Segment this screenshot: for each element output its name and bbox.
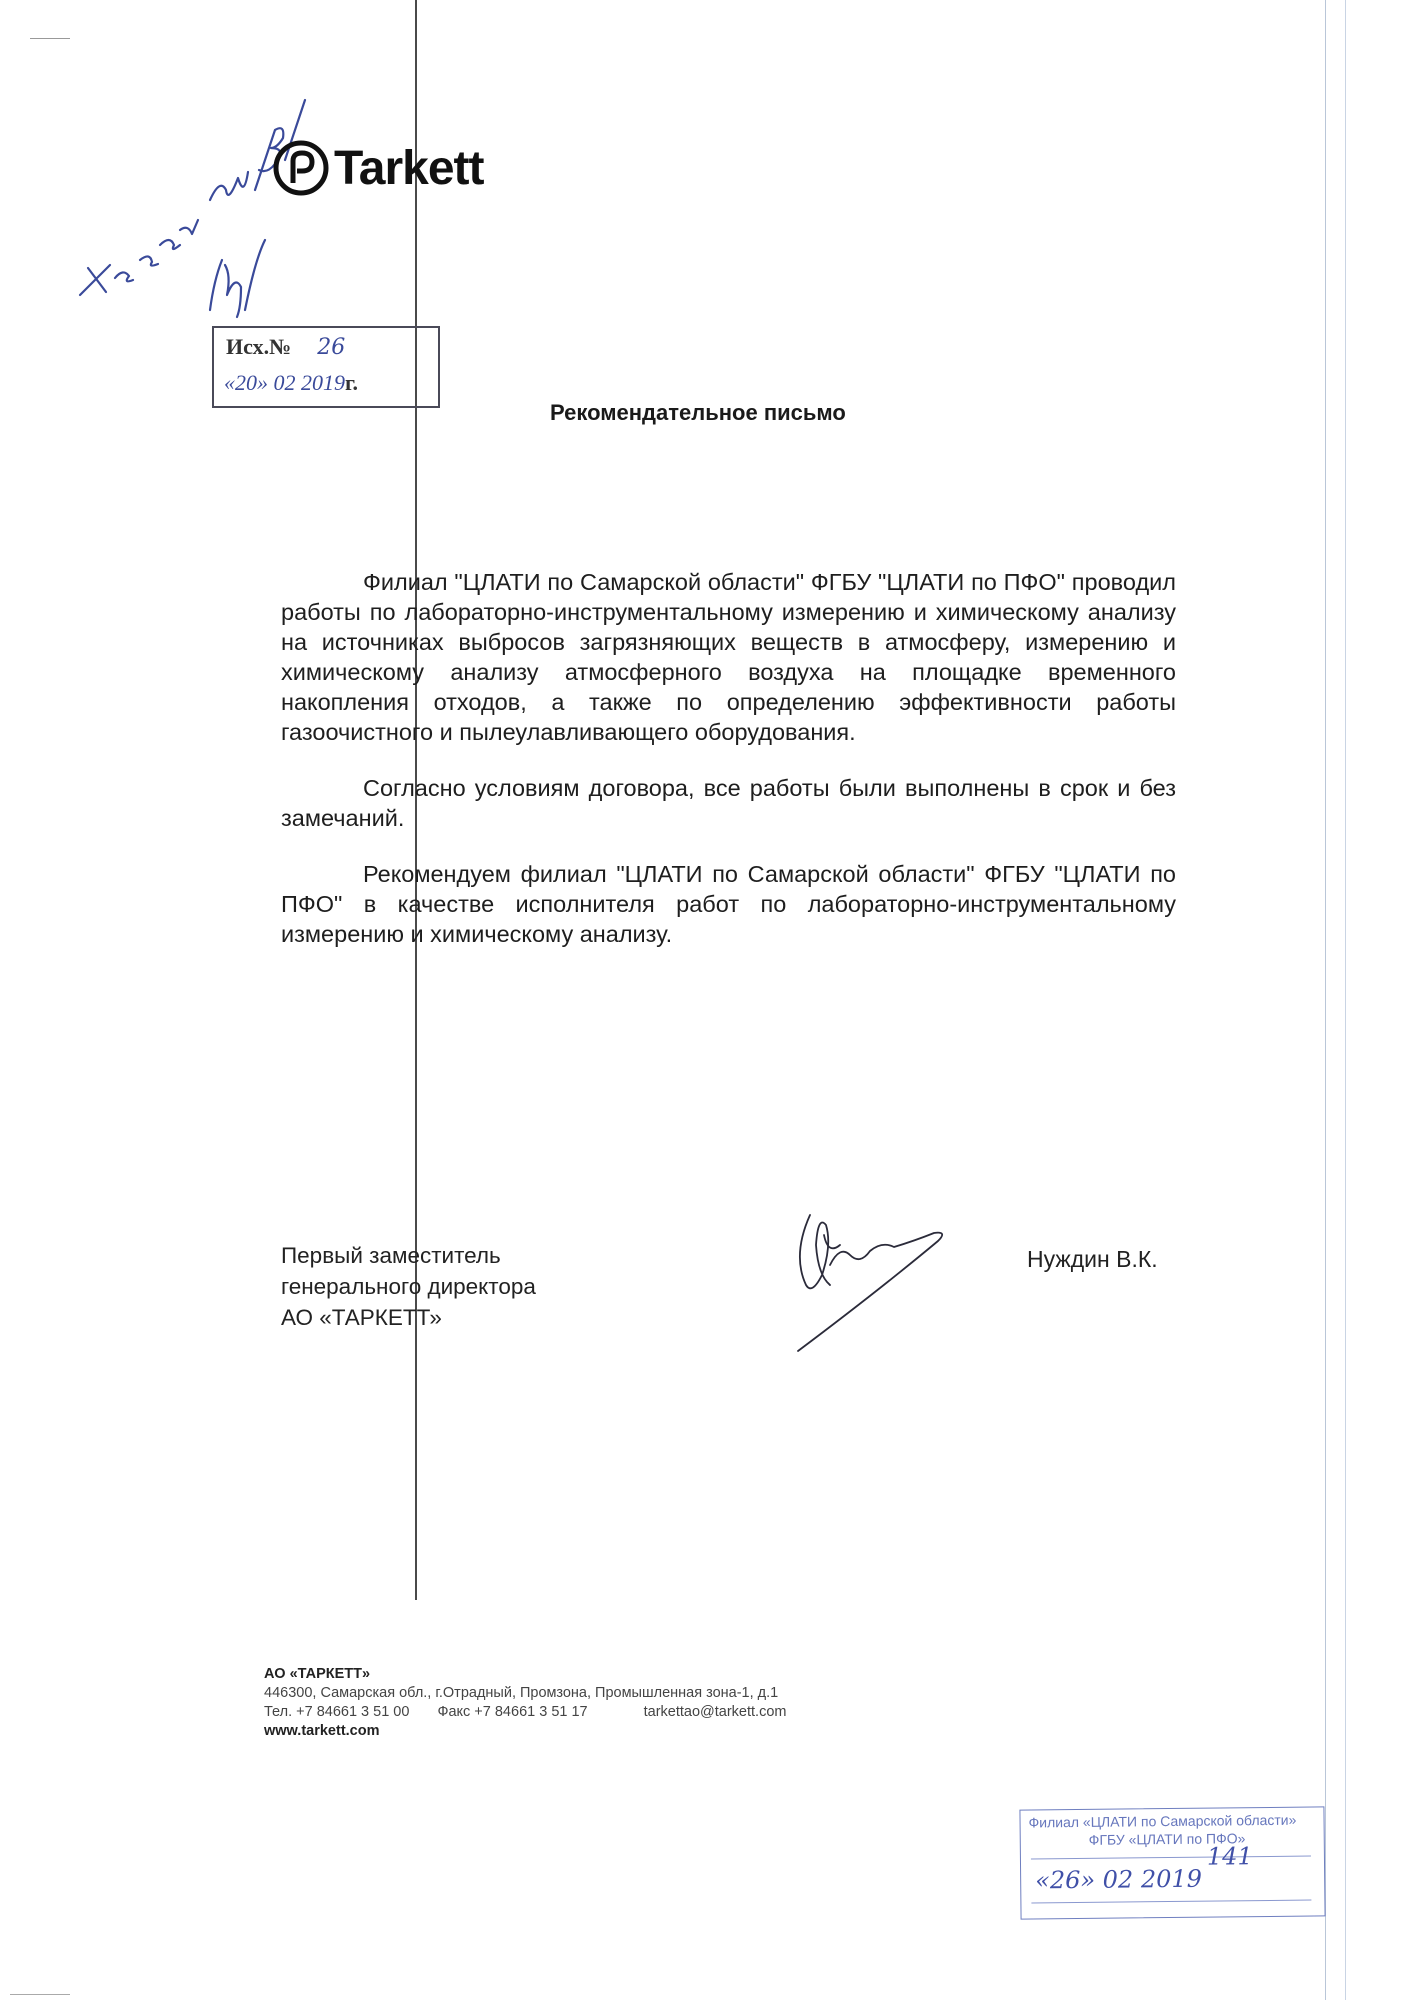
footer-phone: Тел. +7 84661 3 51 00 bbox=[264, 1704, 410, 1720]
footer-website: www.tarkett.com bbox=[264, 1723, 380, 1739]
paragraph: Рекомендуем филиал "ЦЛАТИ по Самарской области" ФГБУ "ЦЛАТИ по ПФО" в качестве исполнителя работ по лабораторно-инструментальному измерению и химическому анализу. bbox=[281, 861, 1176, 947]
scan-artifact-line bbox=[30, 38, 70, 39]
footer-email: tarkettao@tarkett.com bbox=[643, 1704, 787, 1720]
outgoing-number-stamp bbox=[212, 326, 440, 408]
signatory-name: Нуждин В.К. bbox=[1027, 1246, 1158, 1272]
outgoing-year-suffix: г. bbox=[345, 370, 359, 395]
paragraph: Филиал "ЦЛАТИ по Самарской области" ФГБУ "ЦЛАТИ по ПФО" проводил работы по лабораторно-инструментальному измерению и химическому анализу на источниках выбросов загрязняющих веществ в атмосферу, измерению и химическому анализу атмосферного воздуха на площадке временного накопления отходов, а также по определению эффективности работы газоочистного и пылеулавливающего оборудования. bbox=[281, 569, 1176, 745]
incoming-registration-stamp bbox=[1019, 1806, 1325, 1919]
role-line: генерального директора bbox=[281, 1274, 536, 1299]
company-logo bbox=[272, 138, 484, 198]
footer-fax: Факс +7 84661 3 51 17 bbox=[437, 1704, 588, 1720]
incoming-date: «26» 02 2019 bbox=[1035, 1864, 1203, 1895]
logo-text: Tarkett bbox=[334, 141, 484, 195]
stamp-underline bbox=[1031, 1900, 1311, 1904]
footer-address: 446300, Самарская обл., г.Отрадный, Промзона, Промышленная зона-1, д.1 bbox=[264, 1685, 779, 1701]
stamp-underline bbox=[1031, 1856, 1311, 1860]
incoming-stamp-org: Филиал «ЦЛАТИ по Самарской области» bbox=[1028, 1811, 1297, 1831]
outgoing-number: 26 bbox=[317, 335, 346, 360]
outgoing-date: «20» 02 2019 bbox=[224, 370, 345, 395]
letter-body bbox=[281, 567, 1176, 975]
scan-artifact-line bbox=[1345, 0, 1346, 2000]
incoming-number: 141 bbox=[1206, 1842, 1253, 1871]
role-line: АО «ТАРКЕТТ» bbox=[281, 1305, 442, 1330]
signatory-role bbox=[281, 1240, 536, 1333]
scan-artifact-line bbox=[10, 1994, 70, 1995]
handwritten-signature bbox=[780, 1195, 990, 1365]
paragraph: Согласно условиям договора, все работы были выполнены в срок и без замечаний. bbox=[281, 775, 1176, 831]
outgoing-label: Исх.№ bbox=[226, 334, 292, 359]
tarkett-logo-icon bbox=[272, 139, 330, 197]
document-title: Рекомендательное письмо bbox=[550, 400, 846, 425]
role-line: Первый заместитель bbox=[281, 1243, 501, 1268]
incoming-stamp-org2: ФГБУ «ЦЛАТИ по ПФО» bbox=[1088, 1830, 1246, 1848]
letterhead-footer bbox=[264, 1665, 786, 1741]
scan-artifact-line bbox=[1325, 0, 1326, 2000]
footer-company: АО «ТАРКЕТТ» bbox=[264, 1666, 371, 1682]
